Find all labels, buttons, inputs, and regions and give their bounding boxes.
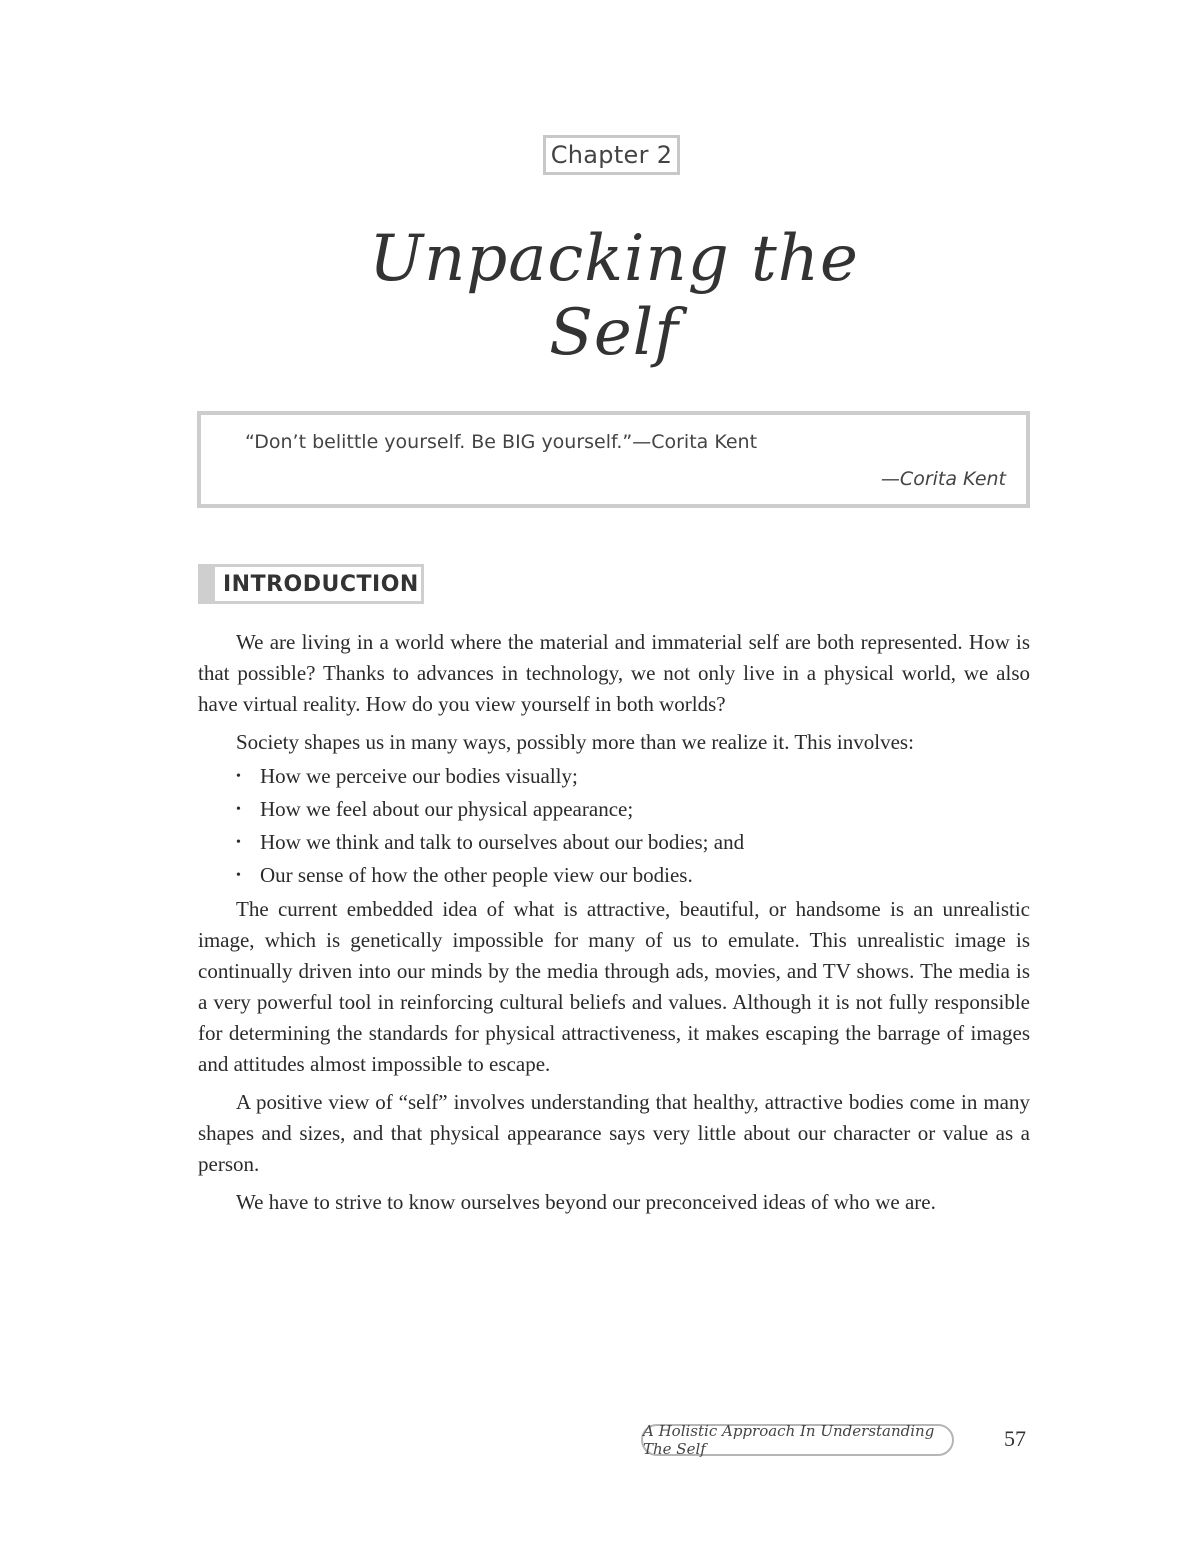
page-number: 57 xyxy=(1004,1426,1026,1451)
body-text xyxy=(198,627,1030,1225)
section-heading-accent-bar xyxy=(201,567,215,601)
bullet-list xyxy=(198,760,1030,892)
quote-text: “Don’t belittle yourself. Be BIG yourself.”—Corita Kent xyxy=(245,431,758,453)
list-item: • Our sense of how the other people view our bodies. xyxy=(236,859,1030,892)
running-footer-book-title: A Holistic Approach In Understanding The Self xyxy=(641,1424,954,1456)
paragraph: Society shapes us in many ways, possibly more than we realize it. This involves: xyxy=(236,730,914,754)
section-heading-label: INTRODUCTION xyxy=(223,571,419,597)
chapter-label: Chapter 2 xyxy=(543,135,680,175)
paragraph: A positive view of “self” involves understanding that healthy, attractive bodies come in many shapes and sizes, and that physical appearance says very little about our character or value as a person. xyxy=(198,1090,1030,1176)
list-item: • How we feel about our physical appearance; xyxy=(236,793,1030,826)
chapter-title: Unpacking the Self xyxy=(369,222,859,370)
paragraph: We are living in a world where the material and immaterial self are both represented. How is that possible? Thanks to advances in technology, we not only live in a physical world, we also have virtual reality. How do you view yourself in both worlds? xyxy=(198,630,1030,716)
section-heading xyxy=(198,564,424,604)
epigraph-quote-box xyxy=(197,411,1030,508)
list-item: • How we perceive our bodies visually; xyxy=(236,760,1030,793)
paragraph: The current embedded idea of what is attractive, beautiful, or handsome is an unrealistic image, which is genetically impossible for many of us to emulate. This unrealistic image is continually driven into our minds by the media through ads, movies, and TV shows. The media is a very powerful tool in reinforcing cultural beliefs and values. Although it is not fully responsible for determining the standards for physical attractiveness, it makes escaping the barrage of images and attitudes almost impossible to escape. xyxy=(198,897,1030,1076)
list-item: • How we think and talk to ourselves about our bodies; and xyxy=(236,826,1030,859)
paragraph: We have to strive to know ourselves beyond our preconceived ideas of who we are. xyxy=(236,1190,936,1214)
quote-attribution: —Corita Kent xyxy=(880,468,1006,490)
